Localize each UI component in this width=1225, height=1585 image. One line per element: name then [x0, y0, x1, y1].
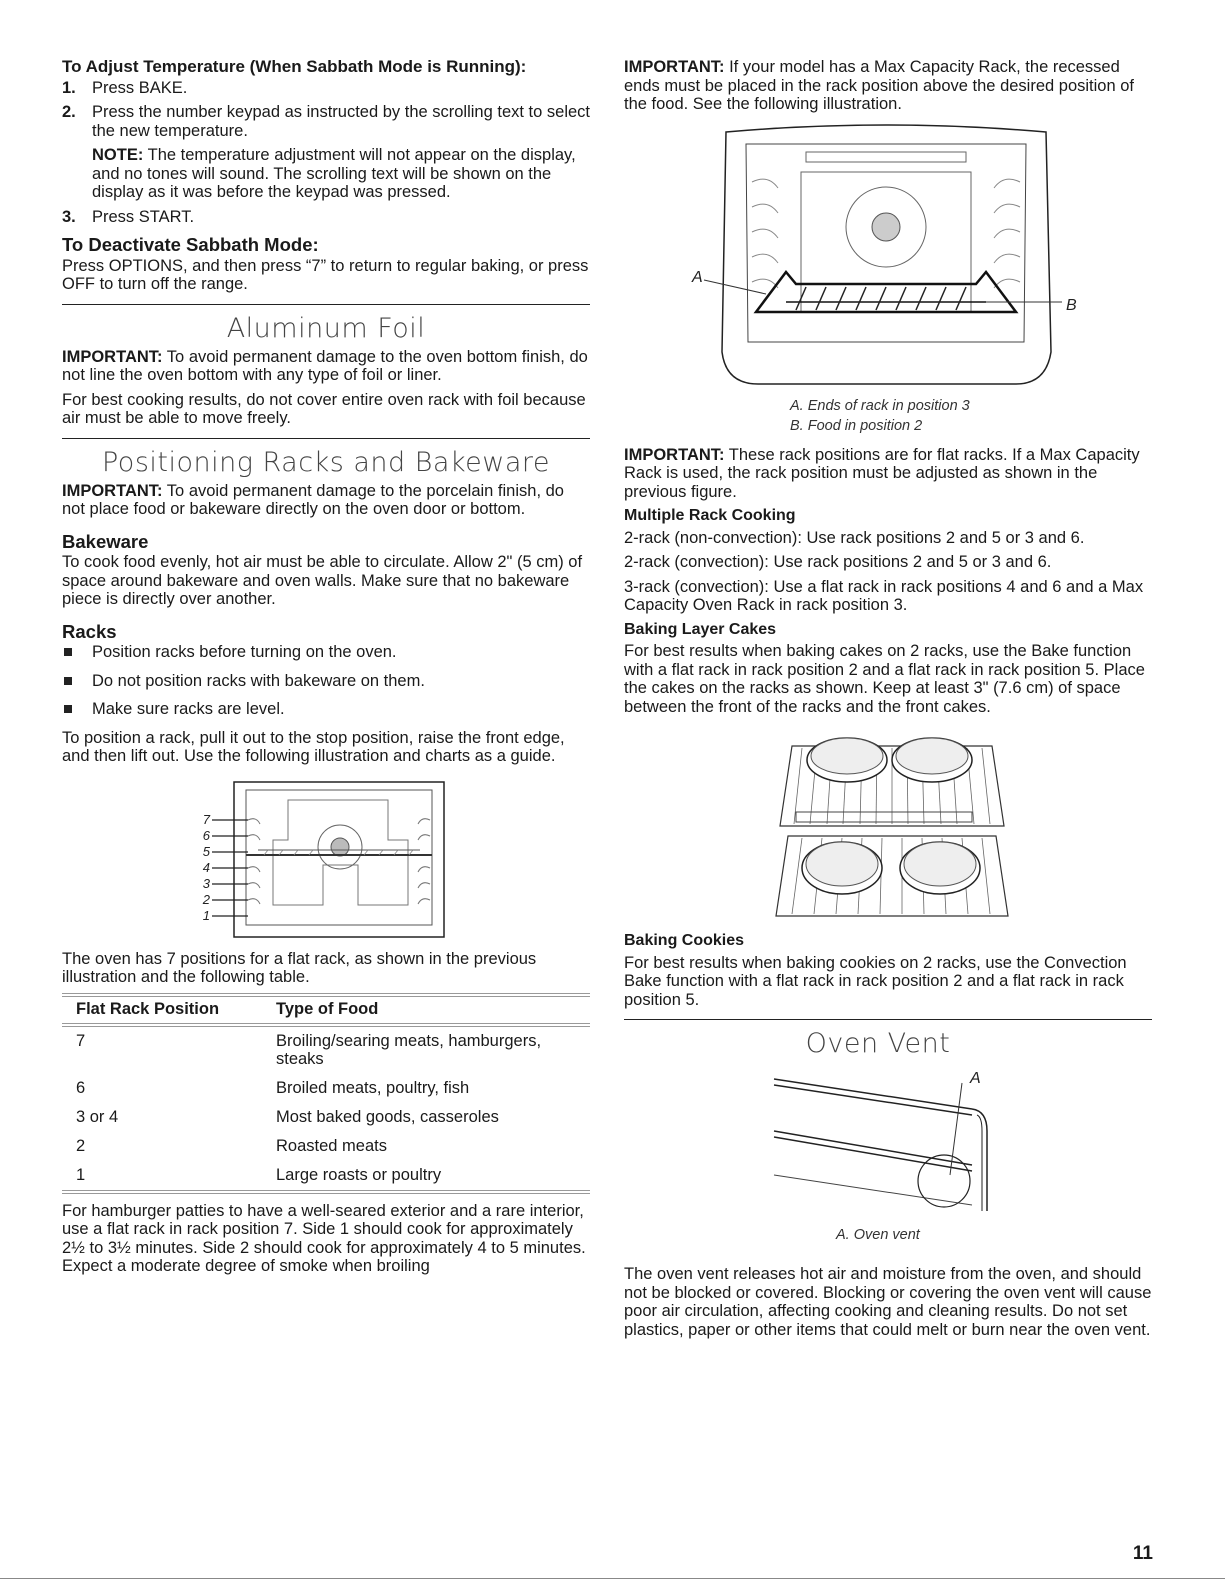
bakeware-text: To cook food evenly, hot air must be able to circulate. Allow 2" (5 cm) of space around bakeware and oven walls. Make sure that no bakeware piece is directly over another.	[62, 553, 583, 608]
cakes-racks-svg	[772, 726, 1012, 926]
figure-label-a: A	[692, 268, 703, 286]
table-header: Flat Rack Position	[62, 995, 262, 1025]
adjust-step-2: 2. Press the number keypad as instructed by the scrolling text to select the new temperature.	[62, 103, 590, 140]
rack-number-label: 5	[202, 843, 210, 859]
vent-caption: A. Oven vent	[836, 1227, 920, 1243]
rack-number-label: 6	[202, 827, 210, 843]
oven-rack-positions-svg	[198, 780, 448, 940]
max-capacity-rack-illustration	[686, 122, 1152, 392]
oven-max-rack-svg	[686, 122, 1086, 392]
list-item: Position racks before turning on the oven.	[62, 643, 590, 662]
oven-vent-svg	[772, 1071, 1012, 1221]
table-row: 7 Broiling/searing meats, hamburgers, steaks	[76, 1031, 542, 1068]
multiple-rack-line: 2-rack (convection): Use rack positions 2 and 5 or 3 and 6.	[624, 553, 1052, 571]
list-item: Do not position racks with bakeware on them.	[62, 672, 590, 691]
right-column	[624, 58, 1152, 1345]
table-row: 3 or 4 Most baked goods, casseroles	[76, 1107, 499, 1126]
section-divider	[624, 1019, 1152, 1020]
positions-text: The oven has 7 positions for a flat rack, as shown in the previous illustration and the following table.	[62, 949, 537, 986]
racks-important: IMPORTANT: To avoid permanent damage to the porcelain finish, do not place food or bakeware directly on the oven door or bottom.	[62, 481, 564, 518]
section-divider	[62, 304, 590, 305]
racks-bullet-list	[62, 643, 590, 719]
table-row: 2 Roasted meats	[76, 1136, 387, 1155]
multiple-rack-heading: Multiple Rack Cooking	[624, 507, 796, 524]
figure-label-b: B	[1066, 296, 1077, 314]
left-column	[62, 58, 590, 1282]
baking-cookies-heading: Baking Cookies	[624, 932, 745, 949]
page-number: 11	[1132, 1543, 1153, 1564]
deactivate-heading: To Deactivate Sabbath Mode:	[62, 234, 319, 255]
racks-heading: Racks	[62, 620, 117, 642]
table-header-row	[62, 995, 590, 1025]
rack-number-label: 3	[202, 875, 210, 891]
page-bottom-edge	[0, 1578, 1225, 1579]
rack-number-label: 4	[202, 859, 210, 875]
adjust-temperature-heading: To Adjust Temperature (When Sabbath Mode is Running):	[62, 57, 527, 76]
figure-caption: A. Ends of rack in position 3 B. Food in position 2	[790, 397, 970, 434]
hamburger-text: For hamburger patties to have a well-seared exterior and a rare interior, use a flat rack in rack position 7. Side 1 should cook for approximately 2½ to 3½ minutes. Side 2 should cook for approximately 4 to 5 minutes. Expect a moderate degree of smoke when broiling	[62, 1201, 586, 1275]
oven-vent-title: Oven Vent	[805, 1028, 951, 1059]
vent-label-a: A	[970, 1071, 981, 1087]
positioning-racks-title: Positioning Racks and Bakeware	[101, 446, 550, 478]
racks-text: To position a rack, pull it out to the stop position, raise the front edge, and then lift out. Use the following illustration and charts as a guide.	[62, 728, 565, 765]
vent-text: The oven vent releases hot air and moisture from the oven, and should not be blocked or covered. Blocking or covering the oven vent will cause poor air circulation, affecting cooking and cleaning results. Do not set plastics, paper or other items that could melt or burn near the oven vent.	[624, 1265, 1152, 1339]
list-item: Make sure racks are level.	[62, 700, 590, 719]
table-header: Type of Food	[262, 995, 590, 1025]
foil-important: IMPORTANT: To avoid permanent damage to the oven bottom finish, do not line the oven bottom with any type of foil or liner.	[62, 347, 588, 384]
max-rack-important: IMPORTANT: If your model has a Max Capacity Rack, the recessed ends must be placed in the rack position above the desired position of the food. See the following illustration.	[624, 58, 1134, 113]
baking-cookies-text: For best results when baking cookies on 2 racks, use the Convection Bake function with a flat rack in rack position 2 and a flat rack in rack position 5.	[624, 953, 1127, 1009]
rack-position-table	[62, 993, 590, 1194]
oven-vent-illustration	[772, 1071, 1152, 1221]
temperature-note: NOTE: The temperature adjustment will not appear on the display, and no tones will sound. The scrolling text will be shown on the display as it was before the keypad was pressed.	[92, 146, 576, 201]
layer-cakes-heading: Baking Layer Cakes	[624, 620, 777, 638]
foil-text: For best cooking results, do not cover entire oven rack with foil because air must be able to move freely.	[62, 390, 586, 427]
rack-number-label: 7	[202, 811, 210, 827]
table-row: 1 Large roasts or poultry	[62, 1161, 590, 1192]
table-row: 6 Broiled meats, poultry, fish	[76, 1078, 470, 1097]
rack-number-label: 1	[202, 907, 210, 923]
layer-cakes-text: For best results when baking cakes on 2 racks, use the Bake function with a flat rack in rack position 2 and a flat rack in rack position 5. Place the cakes on the racks as shown. Keep at least 3" (7.6 cm) of space between the front of the racks and the front cakes.	[624, 642, 1145, 716]
adjust-step-3: 3. Press START.	[62, 207, 195, 226]
deactivate-text: Press OPTIONS, and then press “7” to return to regular baking, or press OFF to turn off the range.	[62, 256, 589, 293]
multiple-rack-line: 2-rack (non-convection): Use rack positions 2 and 5 or 3 and 6.	[624, 528, 1085, 547]
adjust-steps-list	[62, 79, 590, 141]
aluminum-foil-title: Aluminum Foil	[226, 312, 426, 344]
rack-positions-illustration	[198, 780, 590, 940]
bakeware-heading: Bakeware	[62, 530, 149, 552]
flat-rack-important: IMPORTANT: These rack positions are for flat racks. If a Max Capacity Rack is used, the rack position must be adjusted as shown in the previous figure.	[624, 445, 1140, 501]
cakes-on-racks-illustration	[772, 726, 1152, 926]
multiple-rack-line: 3-rack (convection): Use a flat rack in rack positions 4 and 6 and a Max Capacity Oven Rack in rack position 3.	[624, 577, 1144, 614]
adjust-step-1: 1. Press BAKE.	[62, 78, 188, 97]
section-divider	[62, 438, 590, 439]
rack-number-label: 2	[202, 891, 210, 907]
